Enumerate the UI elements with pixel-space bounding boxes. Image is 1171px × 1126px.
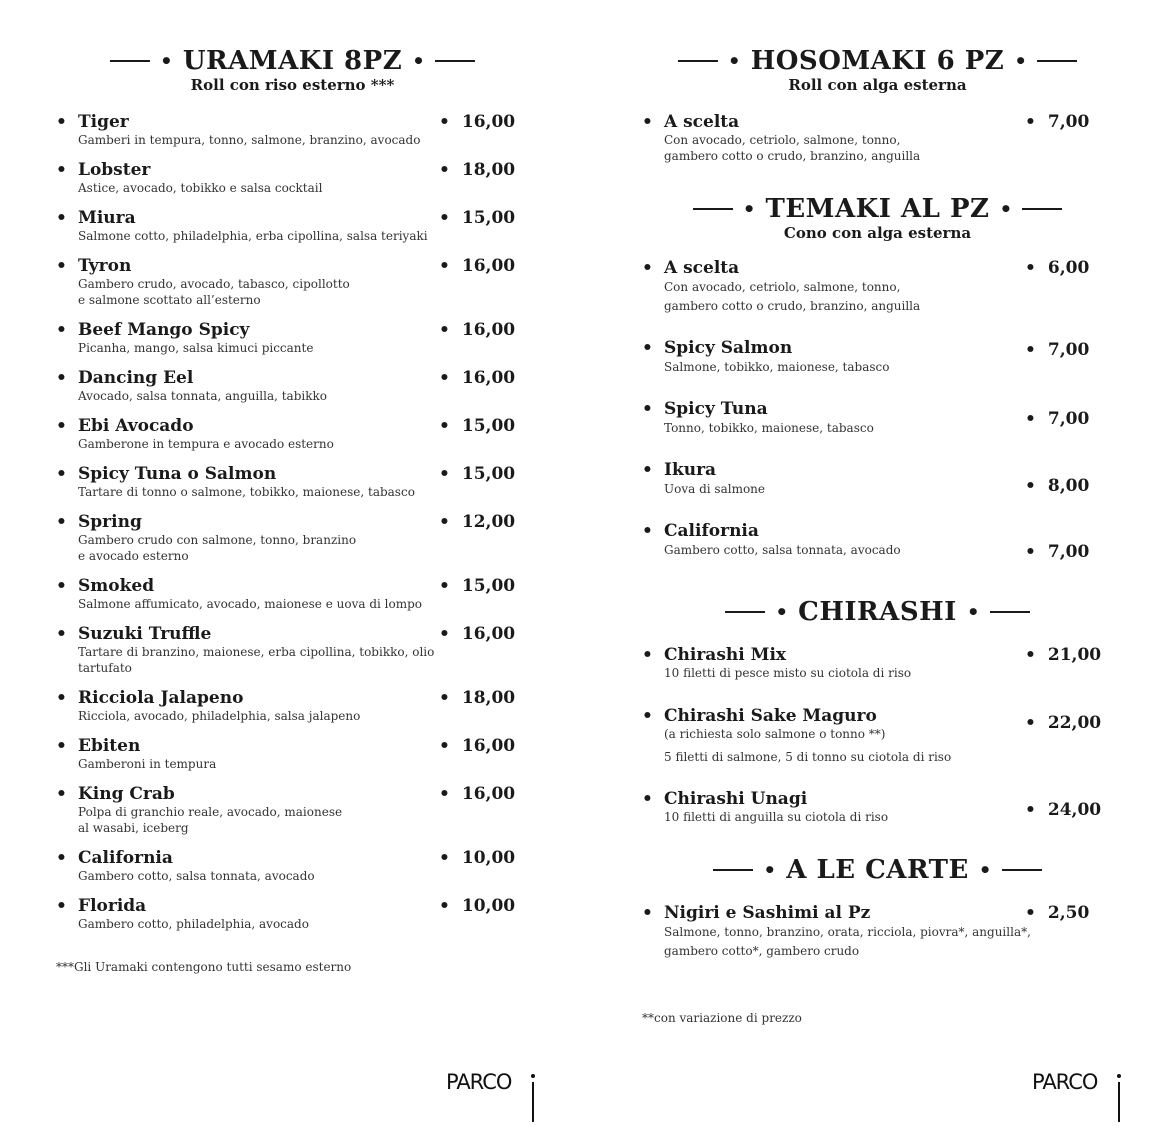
bullet-dot: • — [439, 464, 450, 484]
bullet-dot: • — [439, 368, 450, 388]
bullet-dot: • — [56, 784, 67, 804]
bullet-dot: • — [642, 789, 653, 809]
price-value: 24,00 — [1047, 800, 1102, 820]
description-line: e salmone scottato all’esterno — [78, 293, 261, 307]
bullet-dot: • — [1025, 903, 1036, 923]
uramaki-header — [90, 48, 495, 94]
item-description — [78, 276, 350, 308]
divider-line — [693, 208, 733, 210]
bullet-dot: • — [56, 256, 67, 276]
price-value: 7,00 — [1047, 409, 1090, 429]
item-description — [78, 484, 415, 500]
bullet-dot: • — [56, 576, 67, 596]
bullet-dot: • — [1025, 800, 1036, 820]
item-description — [664, 358, 889, 377]
item-price — [1025, 713, 1101, 733]
item-price — [439, 624, 515, 644]
bullet-dot: • — [56, 624, 67, 644]
temaki-title-row — [675, 196, 1080, 222]
section-subtitle: Roll con alga esterna — [788, 76, 967, 94]
item-description — [78, 756, 216, 772]
price-value: 16,00 — [461, 256, 516, 276]
description-line: tartufato — [78, 661, 132, 675]
bullet-dot: • — [966, 600, 980, 624]
bullet-dot: • — [642, 521, 653, 541]
bullet-dot: • — [439, 688, 450, 708]
alecarte-footnote: **con variazione di prezzo — [642, 1011, 802, 1025]
divider-line — [110, 60, 150, 62]
price-value: 15,00 — [461, 416, 516, 436]
item-name: Spring — [78, 512, 142, 532]
bullet-dot: • — [56, 320, 67, 340]
section-title: CHIRASHI — [798, 597, 957, 627]
price-value: 7,00 — [1047, 340, 1090, 360]
section-title: A LE CARTE — [786, 855, 969, 885]
item-price — [439, 576, 515, 596]
bullet-dot: • — [56, 160, 67, 180]
description-line: Con avocado, cetriolo, salmone, tonno, — [664, 280, 901, 294]
item-name: King Crab — [78, 784, 175, 804]
price-value: 18,00 — [461, 160, 516, 180]
item-price — [1025, 258, 1089, 278]
description-line: Gambero cotto, salsa tonnata, avocado — [664, 543, 901, 557]
bullet-dot: • — [56, 736, 67, 756]
price-value: 10,00 — [461, 848, 516, 868]
item-description — [664, 132, 920, 164]
description-line: Gamberone in tempura e avocado esterno — [78, 437, 334, 451]
description-line: 10 filetti di anguilla su ciotola di riso — [664, 810, 889, 824]
bullet-dot: • — [1025, 409, 1036, 429]
divider-line — [713, 869, 753, 871]
description-line: Gambero crudo, avocado, tabasco, cipollotto — [78, 277, 350, 291]
description-line: Gambero cotto, salsa tonnata, avocado — [78, 869, 315, 883]
bullet-dot: • — [642, 399, 653, 419]
logo-text: PARCO — [446, 1070, 512, 1094]
bullet-dot: • — [439, 896, 450, 916]
item-name: Spicy Salmon — [664, 338, 793, 358]
item-price — [439, 160, 515, 180]
section-title: HOSOMAKI 6 PZ — [750, 46, 1005, 76]
item-price — [1025, 112, 1089, 132]
divider-line — [725, 611, 765, 613]
description-line: Tonno, tobikko, maionese, tabasco — [664, 421, 874, 435]
chirashi-title-row — [675, 599, 1080, 625]
description-line: 5 filetti di salmone, 5 di tonno su ciotola di riso — [664, 750, 952, 764]
item-description — [664, 809, 888, 825]
item-name: Dancing Eel — [78, 368, 194, 388]
bullet-dot: • — [978, 858, 992, 882]
price-value: 6,00 — [1047, 258, 1090, 278]
item-name: Tiger — [78, 112, 129, 132]
divider-line — [990, 611, 1030, 613]
description-line: Picanha, mango, salsa kimuci piccante — [78, 341, 314, 355]
description-line: Gamberi in tempura, tonno, salmone, branzino, avocado — [78, 133, 421, 147]
description-line: Avocado, salsa tonnata, anguilla, tabikko — [78, 389, 327, 403]
bullet-dot: • — [642, 645, 653, 665]
bullet-dot: • — [439, 624, 450, 644]
description-line: Gambero cotto, philadelphia, avocado — [78, 917, 309, 931]
item-description — [78, 436, 334, 452]
right-page — [585, 0, 1171, 1122]
item-name: Ebi Avocado — [78, 416, 194, 436]
bullet-dot: • — [642, 706, 653, 726]
left-page — [0, 0, 585, 1122]
item-name: Florida — [78, 896, 147, 916]
logo-text: PARCO — [1032, 1070, 1098, 1094]
price-value: 8,00 — [1047, 476, 1090, 496]
item-description — [664, 726, 951, 765]
item-price — [439, 736, 515, 756]
item-name: Miura — [78, 208, 136, 228]
description-line: (a richiesta solo salmone o tonno **) — [664, 727, 886, 741]
bullet-dot: • — [56, 416, 67, 436]
item-name: Ricciola Jalapeno — [78, 688, 244, 708]
bullet-dot: • — [1025, 542, 1036, 562]
item-name: Chirashi Sake Maguro — [664, 706, 877, 726]
bullet-dot: • — [642, 460, 653, 480]
section-title: TEMAKI AL PZ — [765, 194, 990, 224]
item-name: A scelta — [664, 258, 740, 278]
bullet-dot: • — [439, 160, 450, 180]
price-value: 12,00 — [461, 512, 516, 532]
description-line: gambero cotto*, gambero crudo — [664, 944, 860, 958]
item-price — [1025, 340, 1089, 360]
bullet-dot: • — [727, 49, 741, 73]
logo-mark-icon — [1032, 1066, 1142, 1126]
bullet-dot: • — [160, 49, 173, 73]
item-description — [78, 228, 428, 244]
item-description — [78, 916, 309, 932]
bullet-dot: • — [763, 858, 777, 882]
bullet-dot: • — [439, 112, 450, 132]
item-price — [1025, 409, 1089, 429]
bullet-dot: • — [56, 512, 67, 532]
price-value: 21,00 — [1047, 645, 1102, 665]
bullet-dot: • — [642, 338, 653, 358]
item-description — [78, 708, 360, 724]
price-value: 22,00 — [1047, 713, 1102, 733]
parco-logo — [1032, 1066, 1142, 1126]
item-description — [78, 644, 434, 676]
item-price — [439, 896, 515, 916]
section-subtitle: Roll con riso esterno *** — [190, 76, 395, 94]
description-line: Tartare di branzino, maionese, erba cipollina, tobikko, olio — [78, 645, 435, 659]
item-price — [439, 512, 515, 532]
bullet-dot: • — [439, 512, 450, 532]
section-subtitle: Cono con alga esterna — [783, 224, 972, 242]
bullet-dot: • — [642, 903, 653, 923]
item-description — [664, 923, 1031, 961]
description-line: Salmone, tonno, branzino, orata, ricciola, piovra*, anguilla*, — [664, 925, 1031, 939]
bullet-dot: • — [1025, 645, 1036, 665]
bullet-dot: • — [642, 258, 653, 278]
item-description — [78, 596, 422, 612]
section-title: URAMAKI 8PZ — [182, 46, 403, 76]
item-price — [439, 320, 515, 340]
item-name: Ebiten — [78, 736, 141, 756]
bullet-dot: • — [1014, 49, 1028, 73]
description-line: Salmone, tobikko, maionese, tabasco — [664, 360, 890, 374]
bullet-dot: • — [56, 112, 67, 132]
uramaki-footnote: ***Gli Uramaki contengono tutti sesamo esterno — [56, 960, 352, 974]
description-line: 10 filetti di pesce misto su ciotola di riso — [664, 666, 912, 680]
description-line: Polpa di granchio reale, avocado, maionese — [78, 805, 343, 819]
item-description — [78, 340, 313, 356]
item-price — [1025, 903, 1089, 923]
description-line: Salmone affumicato, avocado, maionese e uova di lompo — [78, 597, 423, 611]
bullet-dot: • — [412, 49, 425, 73]
price-value: 16,00 — [461, 784, 516, 804]
description-line: Uova di salmone — [664, 482, 766, 496]
parco-logo — [446, 1066, 556, 1126]
description-line: Con avocado, cetriolo, salmone, tonno, — [664, 133, 901, 147]
uramaki-title-row — [90, 48, 495, 74]
item-name: A scelta — [664, 112, 740, 132]
item-name: Lobster — [78, 160, 151, 180]
bullet-dot: • — [775, 600, 789, 624]
price-value: 16,00 — [461, 624, 516, 644]
divider-line — [435, 60, 475, 62]
item-price — [439, 416, 515, 436]
item-name: Beef Mango Spicy — [78, 320, 250, 340]
alecarte-title-row — [675, 857, 1080, 883]
description-line: e avocado esterno — [78, 549, 189, 563]
bullet-dot: • — [1025, 340, 1036, 360]
bullet-dot: • — [56, 208, 67, 228]
chirashi-header — [675, 599, 1080, 625]
bullet-dot: • — [1025, 713, 1036, 733]
divider-line — [678, 60, 718, 62]
divider-line — [1037, 60, 1077, 62]
price-value: 15,00 — [461, 576, 516, 596]
bullet-dot: • — [439, 784, 450, 804]
price-value: 7,00 — [1047, 112, 1090, 132]
item-price — [439, 784, 515, 804]
item-description — [664, 665, 911, 681]
item-name: Chirashi Unagi — [664, 789, 808, 809]
alecarte-header — [675, 857, 1080, 883]
hosomaki-title-row — [675, 48, 1080, 74]
item-price — [1025, 645, 1101, 665]
bullet-dot: • — [439, 416, 450, 436]
item-description — [78, 388, 327, 404]
bullet-dot: • — [642, 112, 653, 132]
bullet-dot: • — [56, 368, 67, 388]
price-value: 16,00 — [461, 736, 516, 756]
description-line: gambero cotto o crudo, branzino, anguilla — [664, 149, 921, 163]
bullet-dot: • — [742, 197, 756, 221]
item-price — [439, 688, 515, 708]
item-name: Ikura — [664, 460, 717, 480]
bullet-dot: • — [439, 736, 450, 756]
description-line: Salmone cotto, philadelphia, erba cipollina, salsa teriyaki — [78, 229, 428, 243]
temaki-header — [675, 196, 1080, 242]
description-line: Gamberoni in tempura — [78, 757, 217, 771]
item-description — [78, 804, 342, 836]
item-name: Smoked — [78, 576, 155, 596]
bullet-dot: • — [439, 848, 450, 868]
item-name: Chirashi Mix — [664, 645, 787, 665]
item-description — [78, 532, 356, 564]
hosomaki-header — [675, 48, 1080, 94]
description-line: Astice, avocado, tobikko e salsa cocktail — [78, 181, 323, 195]
item-name: California — [664, 521, 759, 541]
price-value: 16,00 — [461, 320, 516, 340]
bullet-dot: • — [56, 464, 67, 484]
item-description — [78, 180, 322, 196]
price-value: 15,00 — [461, 208, 516, 228]
bullet-dot: • — [56, 688, 67, 708]
item-name: Spicy Tuna o Salmon — [78, 464, 277, 484]
item-name: Nigiri e Sashimi al Pz — [664, 903, 871, 923]
price-value: 10,00 — [461, 896, 516, 916]
description-line: gambero cotto o crudo, branzino, anguilla — [664, 299, 921, 313]
divider-line — [1022, 208, 1062, 210]
description-line: Tartare di tonno o salmone, tobikko, maionese, tabasco — [78, 485, 415, 499]
item-description — [78, 868, 315, 884]
bullet-dot: • — [999, 197, 1013, 221]
item-description — [664, 278, 920, 316]
item-price — [439, 848, 515, 868]
price-value: 7,00 — [1047, 542, 1090, 562]
item-name: Tyron — [78, 256, 132, 276]
bullet-dot: • — [1025, 476, 1036, 496]
item-price — [1025, 476, 1089, 496]
item-price — [439, 256, 515, 276]
bullet-dot: • — [439, 320, 450, 340]
price-value: 16,00 — [461, 368, 516, 388]
logo-mark-icon — [446, 1066, 556, 1126]
item-name: Spicy Tuna — [664, 399, 768, 419]
bullet-dot: • — [56, 896, 67, 916]
item-price — [439, 112, 515, 132]
item-price — [439, 464, 515, 484]
item-description — [664, 480, 765, 499]
item-price — [1025, 542, 1089, 562]
item-description — [664, 419, 874, 438]
description-line: Ricciola, avocado, philadelphia, salsa jalapeno — [78, 709, 361, 723]
bullet-dot: • — [56, 848, 67, 868]
price-value: 18,00 — [461, 688, 516, 708]
description-line: Gambero crudo con salmone, tonno, branzino — [78, 533, 357, 547]
price-value: 2,50 — [1047, 903, 1090, 923]
bullet-dot: • — [1025, 258, 1036, 278]
bullet-dot: • — [439, 208, 450, 228]
item-name: Suzuki Truffle — [78, 624, 212, 644]
bullet-dot: • — [439, 576, 450, 596]
divider-line — [1002, 869, 1042, 871]
item-price — [439, 208, 515, 228]
item-description — [78, 132, 420, 148]
price-value: 15,00 — [461, 464, 516, 484]
item-price — [1025, 800, 1101, 820]
item-name: California — [78, 848, 173, 868]
description-line: al wasabi, iceberg — [78, 821, 189, 835]
price-value: 16,00 — [461, 112, 516, 132]
bullet-dot: • — [439, 256, 450, 276]
item-description — [664, 541, 901, 560]
item-price — [439, 368, 515, 388]
bullet-dot: • — [1025, 112, 1036, 132]
